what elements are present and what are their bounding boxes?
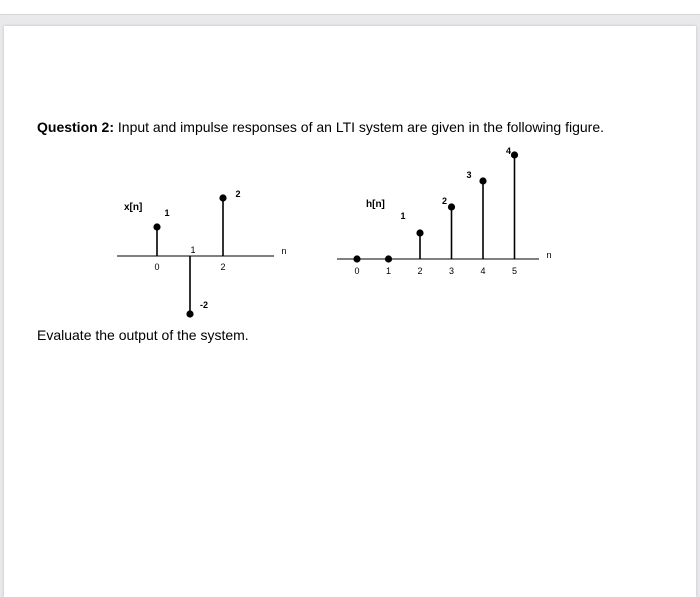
stem-marker xyxy=(416,229,423,236)
tick-label: 2 xyxy=(417,266,423,276)
data-label: -2 xyxy=(199,300,209,310)
plot-x xyxy=(117,189,287,318)
question-label: Question 2: xyxy=(37,119,115,135)
signals-figure xyxy=(4,26,696,326)
stem-marker xyxy=(479,177,486,184)
stem-marker xyxy=(153,223,160,230)
tick-label: 3 xyxy=(448,266,455,276)
data-label: 2 xyxy=(235,189,241,199)
data-label: 1 xyxy=(400,211,406,221)
tick-label: 0 xyxy=(154,262,160,272)
stem-marker xyxy=(186,310,193,317)
axis-label-n: n xyxy=(281,246,287,256)
tick-label: 1 xyxy=(385,266,392,276)
data-label: 2 xyxy=(441,196,448,206)
plot-title: h[n] xyxy=(366,199,385,210)
document-page xyxy=(4,26,696,597)
top-bar xyxy=(0,0,700,15)
data-label: 3 xyxy=(466,170,472,180)
instruction-text: Evaluate the output of the system. xyxy=(37,327,249,343)
stem-marker xyxy=(353,255,360,262)
tick-label: 4 xyxy=(480,266,486,276)
tick-label: 5 xyxy=(511,266,518,276)
data-label: 1 xyxy=(164,208,170,218)
stem-marker xyxy=(385,255,392,262)
stem-marker xyxy=(511,151,518,158)
plot-title: x[n] xyxy=(124,202,143,213)
question-body: Input and impulse responses of an LTI system are given in the following figure. xyxy=(114,119,605,135)
tick-label: 1 xyxy=(190,245,196,255)
tick-label: 0 xyxy=(354,266,360,276)
stem-marker xyxy=(448,203,455,210)
plot-h xyxy=(337,146,552,276)
axis-label-n: n xyxy=(546,250,552,260)
tick-label: 2 xyxy=(220,262,226,272)
stem-marker xyxy=(219,194,226,201)
data-label: 4 xyxy=(505,146,512,156)
